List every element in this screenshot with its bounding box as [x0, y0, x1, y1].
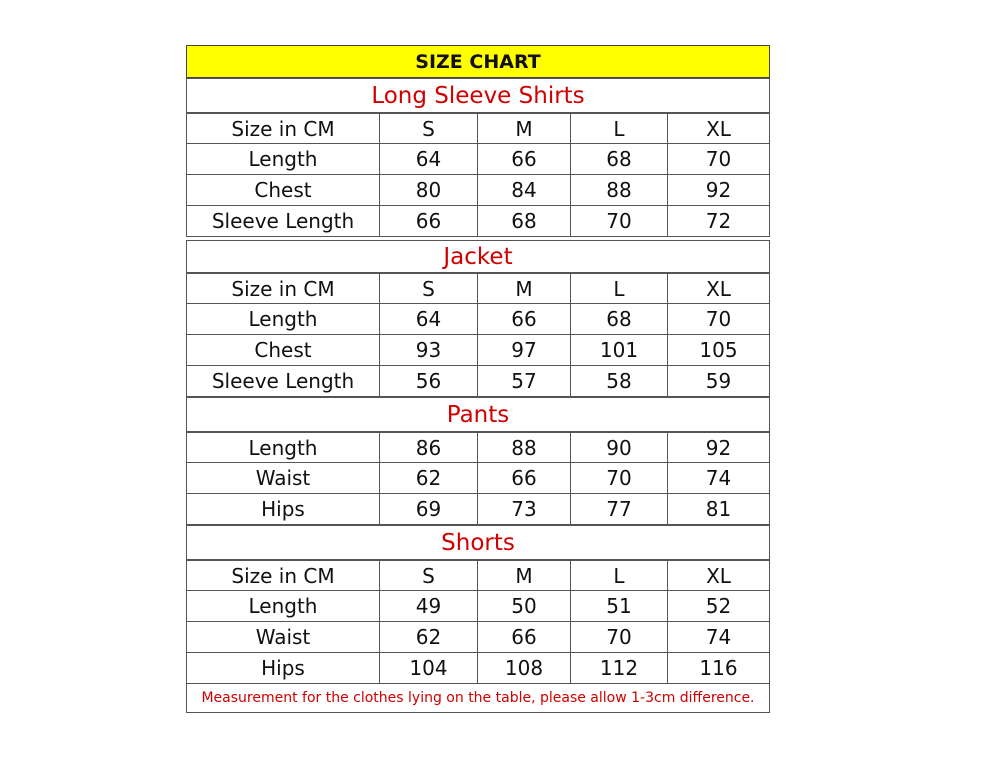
table-cell: 50	[477, 591, 570, 621]
table-cell: 97	[477, 335, 570, 365]
table-cell: Sleeve Length	[211, 369, 355, 393]
table-cell: 68	[477, 206, 570, 236]
table-cell: L	[570, 274, 667, 303]
table-cell: 70	[667, 144, 769, 174]
table-cell: 68	[570, 144, 667, 174]
table-cell: 64	[379, 304, 477, 334]
table-cell: S	[379, 114, 477, 143]
table-cell: 81	[667, 494, 769, 524]
table-cell: Length	[248, 435, 318, 460]
table-cell: Size in CM	[231, 116, 335, 141]
section-title-shorts: Shorts	[186, 525, 770, 560]
table-cell: 74	[667, 463, 769, 493]
section-title-jacket: Jacket	[186, 240, 770, 273]
table-cell: 58	[570, 366, 667, 396]
table-cell: 80	[379, 175, 477, 205]
section-title-pants: Pants	[186, 397, 770, 432]
table-cell: 104	[379, 653, 477, 683]
table-cell: Length	[248, 594, 318, 618]
table-cell: L	[570, 561, 667, 590]
table-row	[186, 622, 770, 653]
table-row	[186, 335, 770, 366]
table-row	[186, 366, 770, 397]
table-cell: Chest	[254, 178, 312, 202]
table-cell: 66	[477, 622, 570, 652]
measurement-footnote: Measurement for the clothes lying on the table, please allow 1-3cm difference.	[186, 684, 770, 713]
table-cell: 70	[570, 622, 667, 652]
table-cell: 70	[667, 304, 769, 334]
table-cell: 70	[570, 463, 667, 493]
table-row	[186, 113, 770, 144]
table-cell: 86	[379, 433, 477, 462]
table-cell: 72	[667, 206, 769, 236]
table-row	[186, 653, 770, 684]
table-cell: Size in CM	[231, 276, 335, 301]
table-cell: 66	[477, 144, 570, 174]
table-cell: 66	[477, 463, 570, 493]
table-cell: 69	[379, 494, 477, 524]
table-cell: 92	[667, 433, 769, 462]
table-cell: 49	[379, 591, 477, 621]
table-cell: 93	[379, 335, 477, 365]
table-cell: 88	[477, 433, 570, 462]
table-cell: M	[477, 114, 570, 143]
table-cell: 57	[477, 366, 570, 396]
table-cell: Hips	[261, 656, 305, 680]
table-cell: Waist	[255, 625, 311, 649]
table-cell: 84	[477, 175, 570, 205]
table-cell: 108	[477, 653, 570, 683]
table-cell: S	[379, 274, 477, 303]
table-cell: 66	[477, 304, 570, 334]
table-cell: Waist	[255, 466, 311, 490]
table-cell: 64	[379, 144, 477, 174]
table-row	[186, 494, 770, 525]
table-row	[186, 432, 770, 463]
table-cell: Chest	[254, 338, 312, 362]
table-cell: 70	[570, 206, 667, 236]
table-row	[186, 144, 770, 175]
table-cell: 73	[477, 494, 570, 524]
table-cell: 88	[570, 175, 667, 205]
table-row	[186, 206, 770, 237]
table-cell: Hips	[261, 497, 305, 521]
size-chart-title: SIZE CHART	[186, 45, 770, 78]
table-row	[186, 304, 770, 335]
table-cell: 68	[570, 304, 667, 334]
table-cell: 92	[667, 175, 769, 205]
table-cell: Sleeve Length	[211, 209, 355, 233]
table-cell: Length	[248, 307, 318, 331]
table-row	[186, 591, 770, 622]
table-cell: Length	[248, 147, 318, 171]
table-cell: 101	[570, 335, 667, 365]
table-cell: 105	[667, 335, 769, 365]
table-cell: 116	[667, 653, 769, 683]
table-cell: 56	[379, 366, 477, 396]
table-cell: 62	[379, 622, 477, 652]
table-cell: 59	[667, 366, 769, 396]
table-row	[186, 175, 770, 206]
table-cell: 52	[667, 591, 769, 621]
table-cell: 62	[379, 463, 477, 493]
table-cell: 66	[379, 206, 477, 236]
table-cell: L	[570, 114, 667, 143]
table-cell: 112	[570, 653, 667, 683]
table-cell: XL	[667, 561, 769, 590]
table-cell: 90	[570, 433, 667, 462]
table-row	[186, 463, 770, 494]
table-cell: XL	[667, 274, 769, 303]
table-row	[186, 560, 770, 591]
table-row	[186, 273, 770, 304]
table-cell: 51	[570, 591, 667, 621]
table-cell: 77	[570, 494, 667, 524]
table-cell: M	[477, 561, 570, 590]
table-cell: S	[379, 561, 477, 590]
table-cell: M	[477, 274, 570, 303]
table-cell: Size in CM	[231, 563, 335, 588]
section-title-long-sleeve-shirts: Long Sleeve Shirts	[186, 78, 770, 113]
table-cell: XL	[667, 114, 769, 143]
table-cell: 74	[667, 622, 769, 652]
